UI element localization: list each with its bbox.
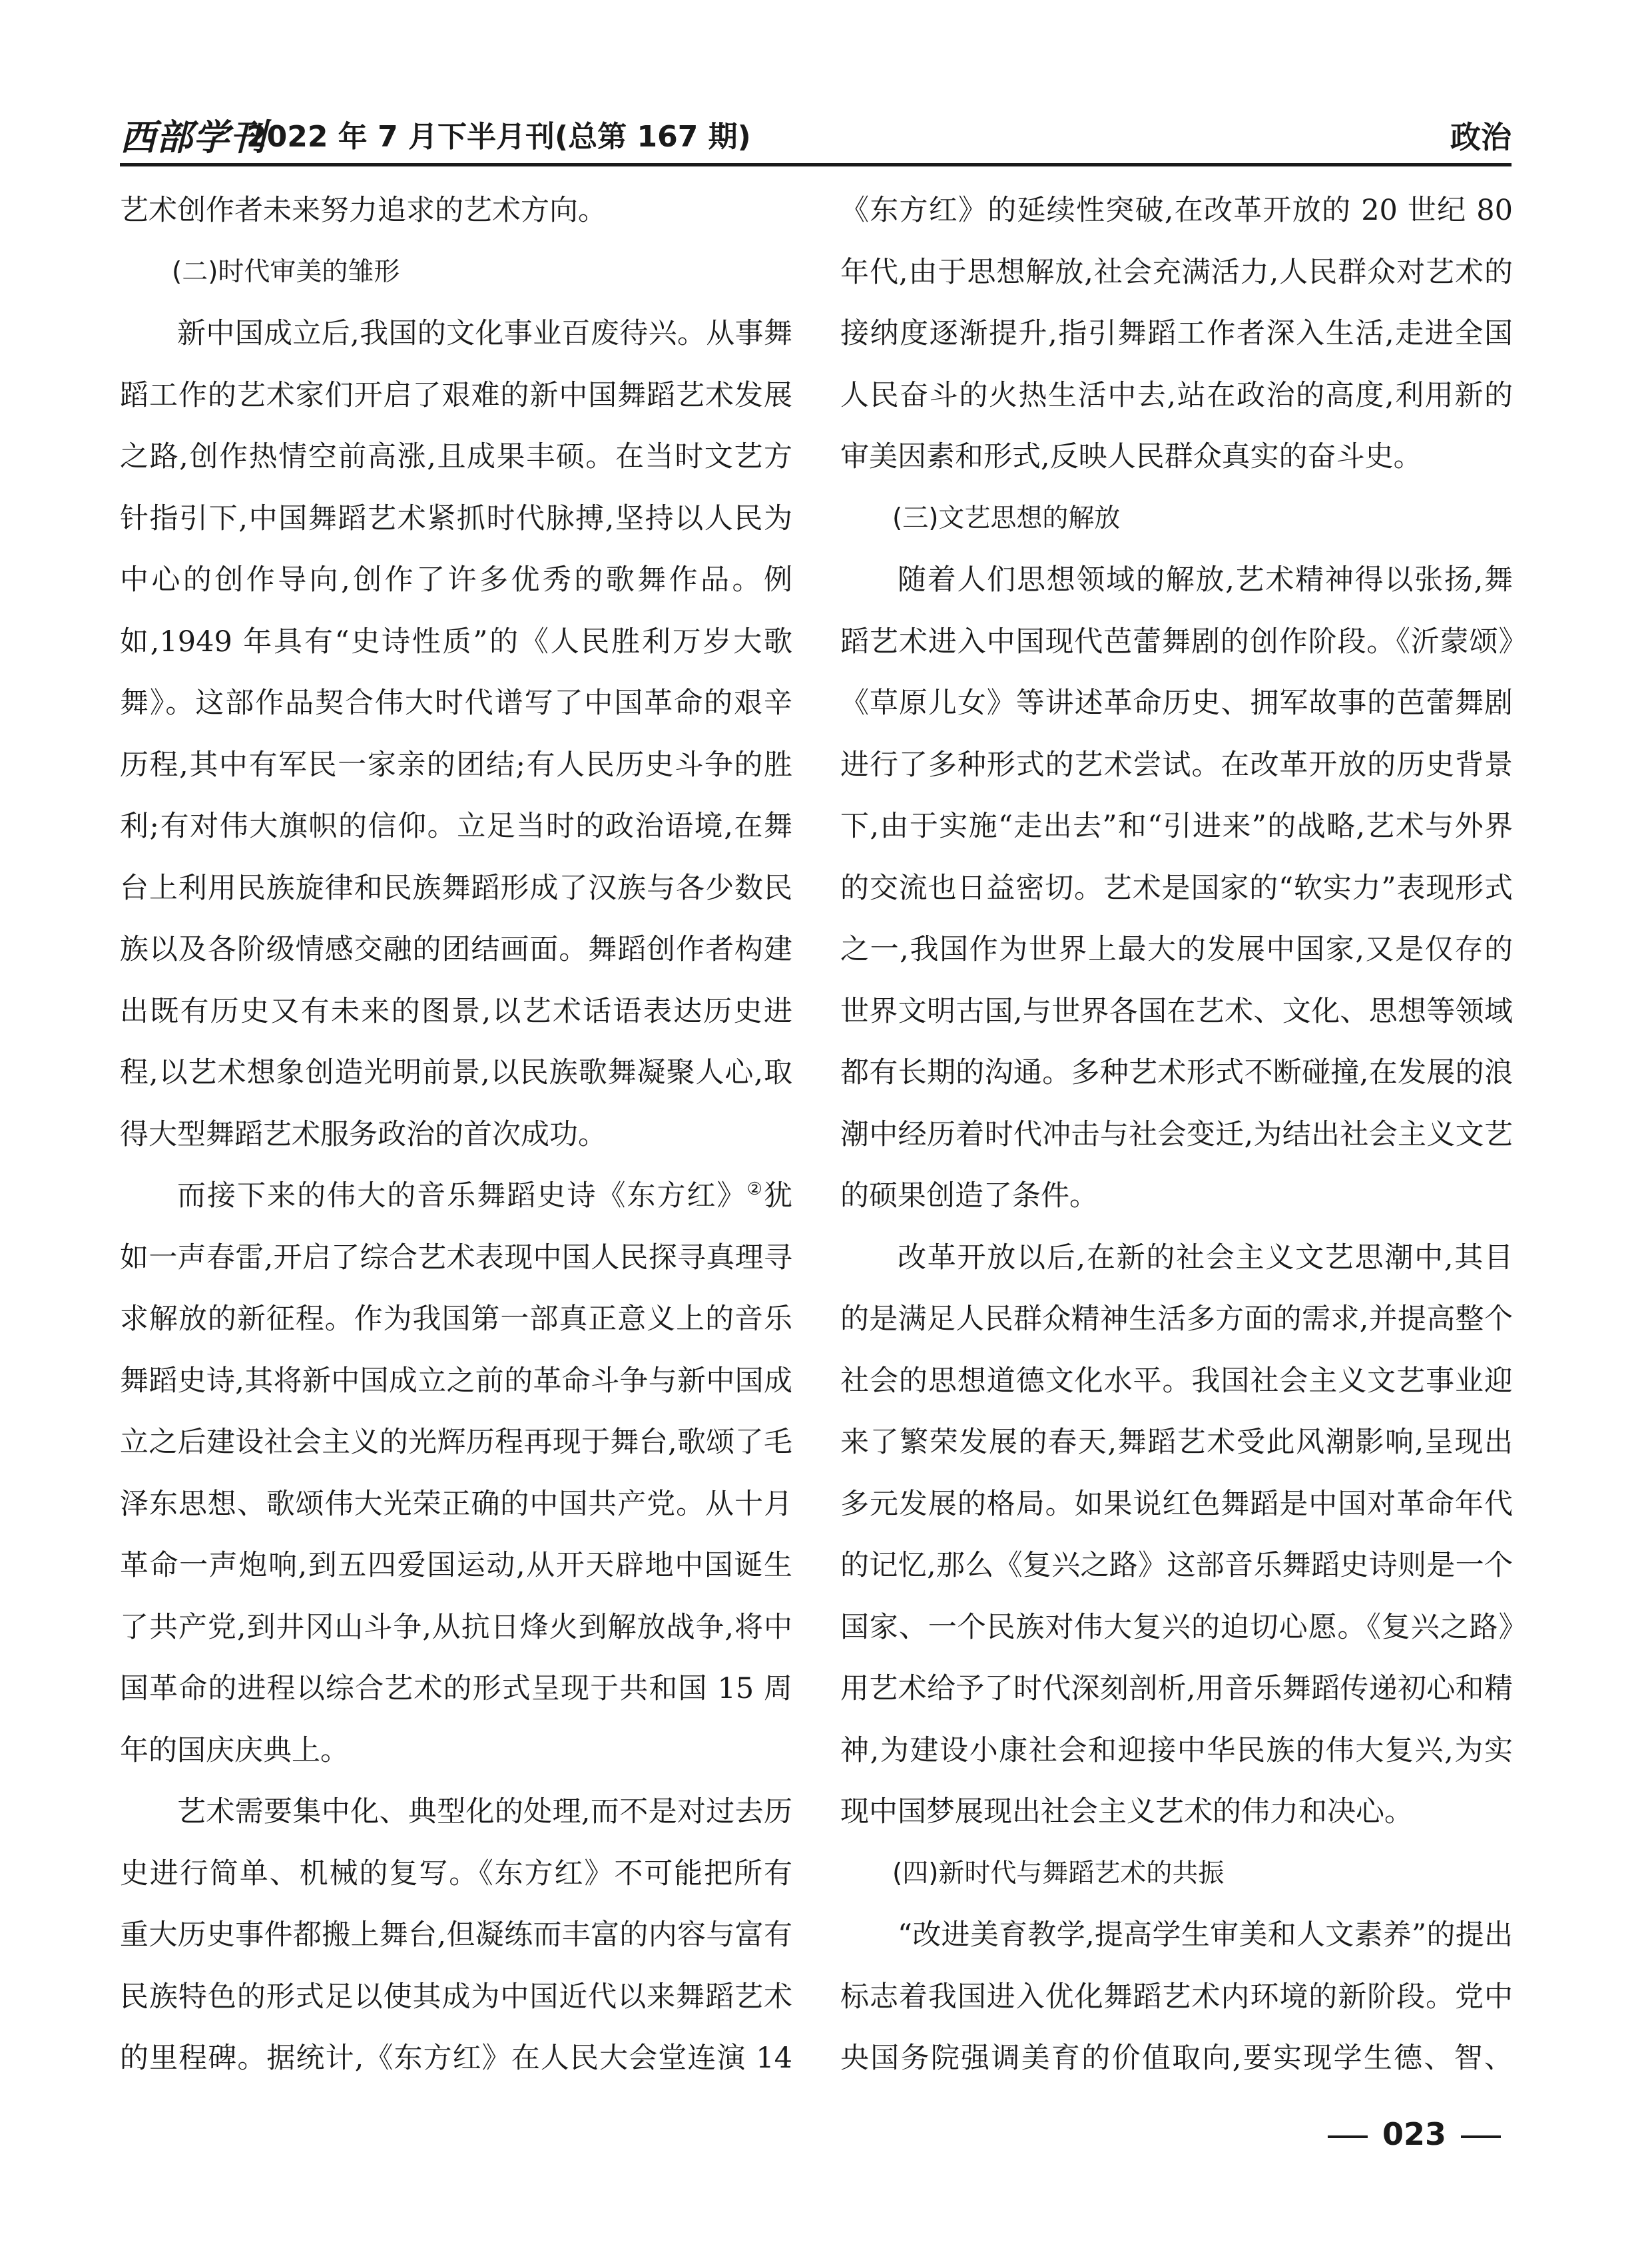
paragraph: “改进美育教学,提高学生审美和人文素养”的提出标志着我国进入优化舞蹈艺术内环境的新阶段。党中央国务院强调美育的价值取向,要实现学生德、智、 (840, 1918, 1513, 2075)
paragraph: 新中国成立后,我国的文化事业百废待兴。从事舞蹈工作的艺术家们开启了艰难的新中国舞蹈艺术发展之路,创作热情空前高涨,且成果丰硕。在当时文艺方针指引下,中国舞蹈艺术紧抓时代脉搏,坚持以人民为中心的创作导向,创作了许多优秀的歌舞作品。例如,1949 年具有“史诗性质”的《人民胜利万岁大歌舞》。这部作品契合伟大时代谱写了中国革命的艰辛历程,其中有军民一家亲的团结;有人民历史斗争的胜利;有对伟大旗帜的信仰。立足当时的政治语境,在舞台上利用民族旋律和民族舞蹈形成了汉族与各少数民族以及各阶级情感交融的团结画面。舞蹈创作者构建出既有历史又有未来的图景,以艺术话语表达历史进程,以艺术想象创造光明前景,以民族歌舞凝聚人心,取得大型舞蹈艺术服务政治的首次成功。 (120, 317, 792, 1151)
footer-dash (1328, 2135, 1368, 2138)
journal-masthead-logo: 西部学刊 (120, 116, 266, 158)
right-column (840, 180, 1513, 2078)
section-heading: (三)文艺思想的解放 (892, 503, 1121, 533)
issue-info: 2022 年 7 月下半月刊(总第 167 期) (246, 120, 751, 154)
paragraph: 艺术创作者未来努力追求的艺术方向。 (120, 194, 607, 227)
paragraph: 随着人们思想领域的解放,艺术精神得以张扬,舞蹈艺术进入中国现代芭蕾舞剧的创作阶段。《沂蒙颂》《草原儿女》等讲述革命历史、拥军故事的芭蕾舞剧进行了多种形式的艺术尝试。在改革开放的历史背景下,由于实施“走出去”和“引进来”的战略,艺术与外界的交流也日益密切。艺术是国家的“软实力”表现形式之一,我国作为世界上最大的发展中国家,又是仅存的世界文明古国,与世界各国在艺术、文化、思想等领域都有长期的沟通。多种艺术形式不断碰撞,在发展的浪潮中经历着时代冲击与社会变迁,为结出社会主义文艺的硕果创造了条件。 (840, 563, 1513, 1213)
paragraph-text: 而接下来的伟大的音乐舞蹈史诗《东方红》 (177, 1179, 747, 1213)
footer-dash (1461, 2135, 1501, 2138)
footnote-marker: ② (746, 1179, 764, 1199)
page-footer (1313, 2114, 1515, 2154)
header-rule (120, 163, 1512, 166)
paragraph: 艺术需要集中化、典型化的处理,而不是对过去历史进行简单、机械的复写。《东方红》不可能把所有重大历史事件都搬上舞台,但凝练而丰富的内容与富有民族特色的形式足以使其成为中国近代以来舞蹈艺术的里程碑。据统计,《东方红》在人民大会堂连演 14 (120, 1795, 792, 2075)
paragraph: 《东方红》的延续性突破,在改革开放的 20 世纪 80 年代,由于思想解放,社会充满活力,人民群众对艺术的接纳度逐渐提升,指引舞蹈工作者深入生活,走进全国人民奋斗的火热生活中去,站在政治的高度,利用新的审美因素和形式,反映人民群众真实的奋斗史。 (840, 194, 1513, 473)
paragraph (120, 1165, 792, 1781)
page-number: 023 (1382, 2116, 1446, 2152)
section-heading: (四)新时代与舞蹈艺术的共振 (892, 1858, 1225, 1888)
page-header (120, 115, 1512, 160)
section-label: 政治 (1450, 119, 1512, 155)
paragraph: 改革开放以后,在新的社会主义文艺思潮中,其目的是满足人民群众精神生活多方面的需求,并提高整个社会的思想道德文化水平。我国社会主义文艺事业迎来了繁荣发展的春天,舞蹈艺术受此风潮影响,呈现出多元发展的格局。如果说红色舞蹈是中国对革命年代的记忆,那么《复兴之路》这部音乐舞蹈史诗则是一个国家、一个民族对伟大复兴的迫切心愿。《复兴之路》用艺术给予了时代深刻剖析,用音乐舞蹈传递初心和精神,为建设小康社会和迎接中华民族的伟大复兴,为实现中国梦展现出社会主义艺术的伟力和决心。 (840, 1241, 1513, 1828)
section-heading: (二)时代审美的雏形 (172, 256, 400, 287)
paragraph-text: 犹如一声春雷,开启了综合艺术表现中国人民探寻真理寻求解放的新征程。作为我国第一部真正意义上的音乐舞蹈史诗,其将新中国成立之前的革命斗争与新中国成立之后建设社会主义的光辉历程再现于舞台,歌颂了毛泽东思想、歌颂伟大光荣正确的中国共产党。从十月革命一声炮响,到五四爱国运动,从开天辟地中国诞生了共产党,到井冈山斗争,从抗日烽火到解放战争,将中国革命的进程以综合艺术的形式呈现于共和国 15 周年的国庆庆典上。 (120, 1179, 792, 1767)
left-column (120, 180, 792, 2078)
